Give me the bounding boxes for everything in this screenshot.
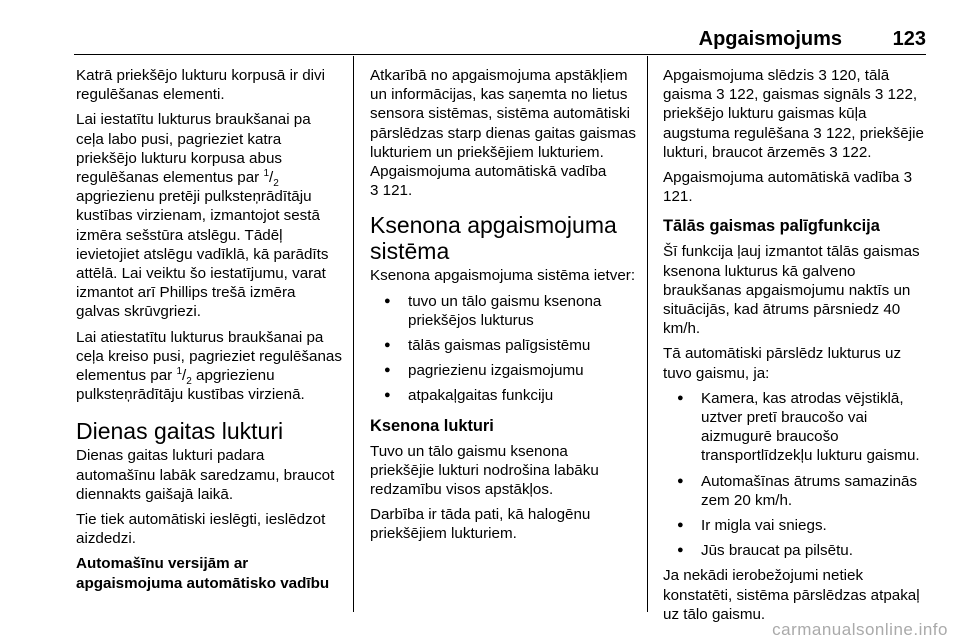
column-divider <box>647 56 648 612</box>
list-item: ● tālās gaismas palīgsistēmu <box>370 336 636 355</box>
subsection-heading: Tālās gaismas palīgfunkcija <box>663 217 880 236</box>
paragraph: Lai atiestatītu lukturus braukšanai pa ceļa kreiso pusi, pagrieziet regulēšanas elementus par $^1/_2$ apgriezienu pulksteņrādītāju kustības virzienā. <box>76 328 342 404</box>
list-item: ● atpakaļgaitas funkciju <box>370 386 636 405</box>
paragraph: Atkarībā no apgaismojuma apstākļiem un informācijas, kas saņemta no lietus sensora sistēmas, sistēma automātiski pārslēdzas starp dienas gaitas gaismas lukturiem un priekšējiem lukturiem. <box>370 67 636 161</box>
paragraph: Dienas gaitas lukturi padara automašīnu labāk saredzamu, braucot diennakts gaišajā laikā. <box>76 447 335 503</box>
page-header <box>74 26 926 55</box>
list-item: ● Kamera, kas atrodas vējstiklā, uztver pretī braucošo vai aizmugurē braucošo transportlīdzekļu lukturu gaismu. <box>663 389 931 466</box>
fraction-numerator: 1 <box>263 167 269 179</box>
paragraph: Ksenona apgaismojuma sistēma ietver: <box>370 267 636 285</box>
column-middle <box>370 66 636 550</box>
list-item: ● tuvo un tālo gaismu ksenona priekšējos lukturus <box>370 292 636 330</box>
subsection-heading: Ksenona lukturi <box>370 416 494 435</box>
page-number: 123 <box>892 28 926 50</box>
watermark: carmanualsonline.info <box>772 620 948 639</box>
paragraph: Šī funkcija ļauj izmantot tālās gaismas ksenona lukturus kā galveno braukšanas apgaismojumu naktīs un situācijās, kad ātrums pārsniedz 40 km/h. <box>663 243 920 338</box>
subheading: Automašīnu versijām ar apgaismojuma automātisko vadību <box>76 555 330 592</box>
section-title: Apgaismojums <box>698 28 842 50</box>
paragraph: Apgaismojuma automātiskā vadība 3 121. <box>663 169 913 206</box>
column-left <box>76 66 342 593</box>
fraction-denominator: 2 <box>186 376 192 388</box>
section-heading: Ksenona apgaismojuma sistēma <box>370 212 617 265</box>
list-item: ● pagriezienu izgaismojumu <box>370 361 636 380</box>
paragraph: Lai iestatītu lukturus braukšanai pa ceļa labo pusi, pagrieziet katra priekšējo lukturu korpusa abus regulēšanas elementus par $^1/_2$ apgriezienu pretēji pulksteņrādītāju kustības virzienam, izmantojot sestā izmēra sešstūra atslēgu. Tādēļ ievietojiet atslēgu vadīklā, kā parādīts attēlā. Lai veiktu šo iestatījumu, varat izmantot arī Phillips trešā izmēra galvas skrūvgriezi. <box>76 111 329 321</box>
fraction-denominator: 2 <box>273 178 279 190</box>
paragraph: Darbība ir tāda pati, kā halogēnu priekšējiem lukturiem. <box>370 506 591 543</box>
fraction-numerator: 1 <box>176 365 183 377</box>
page-reference: 3 121. <box>370 182 413 200</box>
list-item: ● Ir migla vai sniegs. <box>663 516 931 535</box>
paragraph: Apgaismojuma automātiskā vadība 3 121. <box>370 163 607 200</box>
column-right <box>663 66 931 624</box>
feature-list <box>370 292 636 406</box>
column-divider <box>353 56 354 612</box>
paragraph: Tie tiek automātiski ieslēgti, ieslēdzot aizdedzi. <box>76 511 326 548</box>
paragraph: Tā automātiski pārslēdz lukturus uz tuvo gaismu, ja: <box>663 345 902 382</box>
paragraph: Tuvo un tālo gaismu ksenona priekšējie lukturi nodrošina labāku redzamību visos apstākļos. <box>370 442 599 499</box>
list-item: ● Jūs braucat pa pilsētu. <box>663 541 931 560</box>
list-item: ● Automašīnas ātrums samazinās zem 20 km/h. <box>663 472 931 510</box>
section-heading: Dienas gaitas lukturi <box>76 418 284 445</box>
paragraph: Ja nekādi ierobežojumi netiek konstatēti, sistēma pārslēdzas atpakaļ uz tālo gaismu. <box>663 567 920 623</box>
condition-list <box>663 389 931 561</box>
paragraph: Apgaismojuma slēdzis 3 120, tālā gaisma 3 122, gaismas signāls 3 122, priekšējo lukturu gaismas kūļa augstuma regulēšana 3 122, priekšējie lukturi, braucot ārzemēs 3 122. <box>663 67 924 161</box>
paragraph: Katrā priekšējo lukturu korpusā ir divi regulēšanas elementi. <box>76 67 326 104</box>
